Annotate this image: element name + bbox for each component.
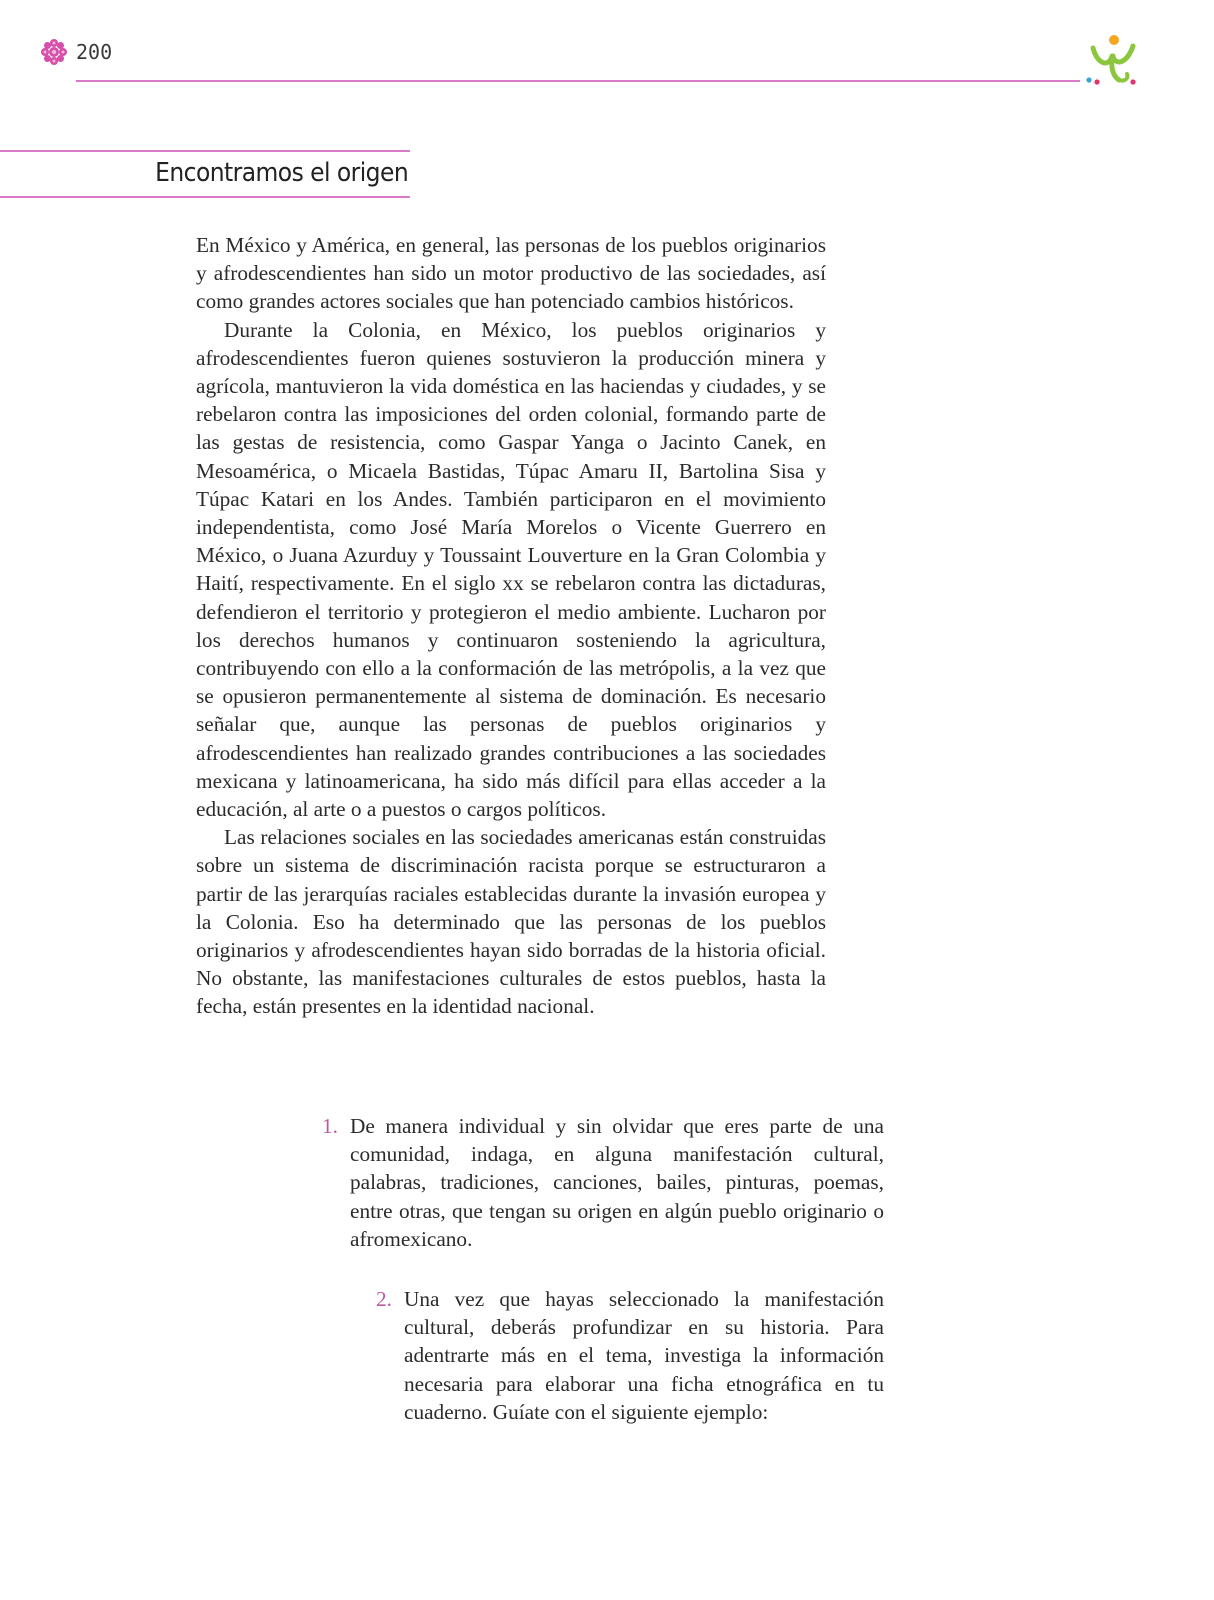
title-rule-bottom — [0, 196, 410, 198]
paragraph-3: Las relaciones sociales en las sociedades americanas están construidas sobre un sistema de discriminación racista porque se estructuraron a partir de las jerarquías raciales establecidas durante la invasión europea y la Colonia. Eso ha determinado que las personas de los pueblos originarios y afrodescendientes hayan sido borradas de la historia oficial. No obstante, las manifestaciones culturales de estos pueblos, hasta la fecha, están presentes en la identidad nacional. — [196, 825, 826, 1019]
page-number: 200 — [76, 40, 113, 64]
pink-flower-ornament-icon — [40, 38, 68, 66]
paragraph-1: En México y América, en general, las personas de los pueblos originarios y afrodescendientes han sido un motor productivo de las sociedades, así como grandes actores sociales que han potenciado cambios históricos. — [196, 233, 826, 314]
stylized-figure-logo-icon — [1083, 34, 1139, 86]
activity-item-1 — [322, 1112, 884, 1253]
activity-text: De manera individual y sin olvidar que eres parte de una comunidad, indaga, en alguna manifestación cultural, palabras, tradiciones, canciones, bailes, pinturas, poemas, entre otras, que tengan su origen en algún pueblo originario o afromexicano. — [350, 1114, 884, 1251]
title-rule-top — [0, 150, 410, 152]
activity-item-2 — [376, 1285, 884, 1426]
section-title: Encontramos el origen — [154, 158, 408, 188]
header-divider — [76, 80, 1080, 82]
activity-number: 1. — [322, 1114, 338, 1138]
body-text — [196, 231, 826, 1021]
activity-text: Una vez que hayas seleccionado la manifestación cultural, deberás profundizar en su historia. Para adentrarte más en el tema, investiga la información necesaria para elaborar una ficha etnográfica en tu cuaderno. Guíate con el siguiente ejemplo: — [404, 1287, 884, 1424]
section-title-block — [0, 150, 410, 200]
paragraph-2: Durante la Colonia, en México, los pueblos originarios y afrodescendientes fueron quienes sostuvieron la producción minera y agrícola, mantuvieron la vida doméstica en las haciendas y ciudades, y se rebelaron contra las imposiciones del orden colonial, formando parte de las gestas de resistencia, como Gaspar Yanga o Jacinto Canek, en Mesoamérica, o Micaela Bastidas, Túpac Amaru II, Bartolina Sisa y Túpac Katari en los Andes. También participaron en el movimiento independentista, como José María Morelos o Vicente Guerrero en México, o Juana Azurduy y Toussaint Louverture en la Gran Colombia y Haití, respectivamente. En el siglo xx se rebelaron contra las dictaduras, defendieron el territorio y protegieron el medio ambiente. Lucharon por los derechos humanos y continuaron sosteniendo la agricultura, contribuyendo con ello a la conformación de las metrópolis, a la vez que se opusieron permanentemente al sistema de dominación. Es necesario señalar que, aunque las personas de pueblos originarios y afrodescendientes han realizado grandes contribuciones a las sociedades mexicana y latinoamericana, ha sido más difícil para ellas acceder a la educación, al arte o a puestos o cargos políticos. — [196, 317, 826, 822]
page-header — [0, 0, 1214, 100]
activity-number: 2. — [376, 1287, 392, 1311]
